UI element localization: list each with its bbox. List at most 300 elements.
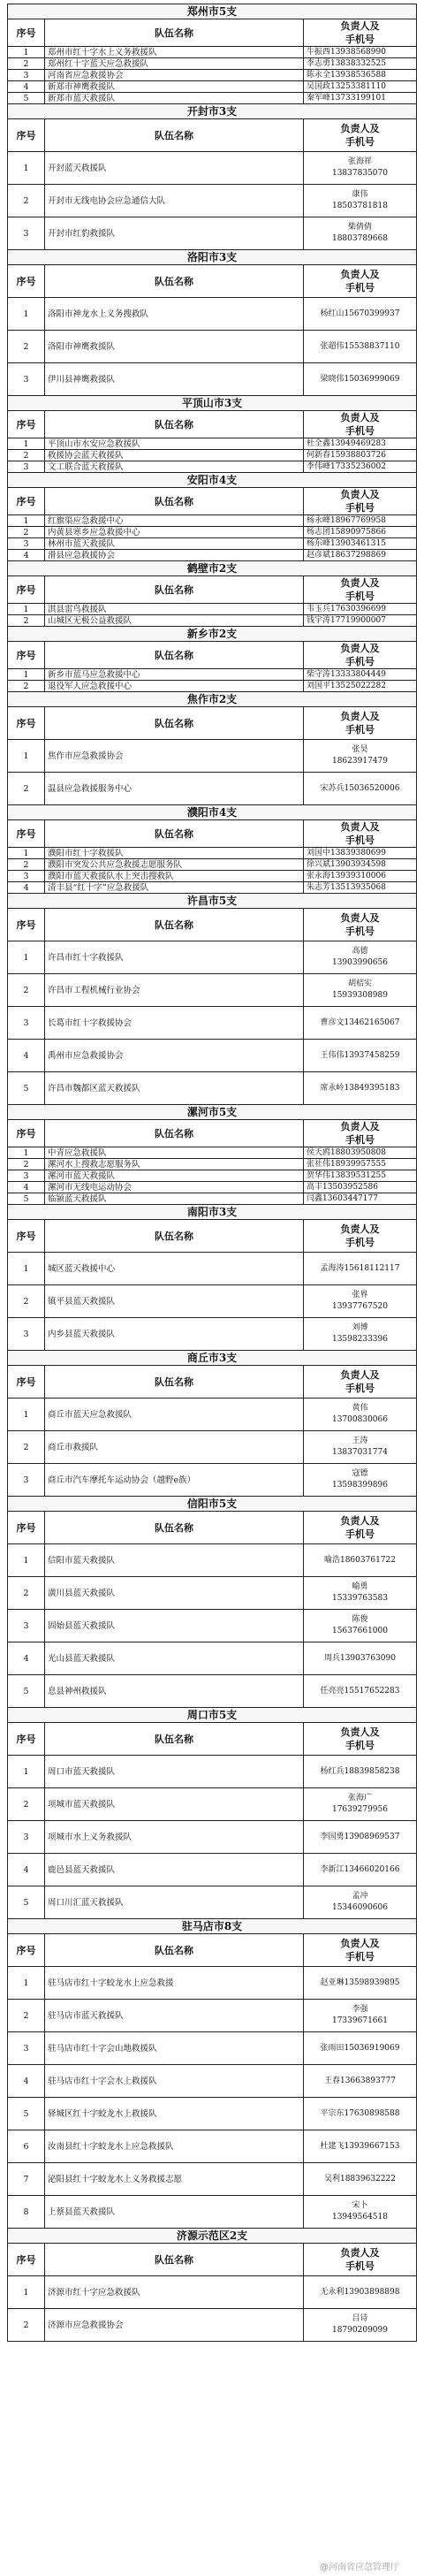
team-number: 2	[8, 773, 45, 805]
contact-inline: 李新江13466020166	[320, 1864, 400, 1874]
team-name: 周口市蓝天救援队	[45, 1756, 304, 1788]
team-contact	[303, 47, 416, 58]
contact-header-line2: 手机号	[344, 835, 375, 846]
contact-inline: 刘国平13525022282	[306, 681, 386, 690]
contact-inline: 曹彦文13462165067	[320, 1017, 400, 1027]
contact-person: 张海广	[347, 1794, 372, 1802]
contact-inline: 高丰13503952586	[306, 1182, 378, 1192]
contact-person: 孟冲	[352, 1892, 368, 1901]
column-header-number: 序号	[8, 707, 45, 740]
column-header-row	[8, 119, 417, 152]
team-name: 潢川县蓝天救援队	[45, 1577, 304, 1610]
team-name: 开封市红豹救援队	[45, 217, 304, 250]
team-name: 内乡县蓝天救援队	[45, 1318, 304, 1351]
team-row	[8, 363, 417, 396]
team-name: 固始县蓝天救援队	[45, 1610, 304, 1642]
column-header-number: 序号	[8, 1934, 45, 1967]
contact-person: 高德	[352, 947, 368, 956]
team-row	[8, 604, 417, 615]
team-name: 滑县应急救援协会	[45, 550, 304, 561]
team-name: 新郑市神鹰救援队	[45, 81, 304, 93]
column-header-contact	[303, 642, 416, 669]
team-contact	[303, 871, 416, 882]
contact-inline: 吴国政13253381110	[306, 81, 386, 91]
column-header-number: 序号	[8, 265, 45, 298]
team-contact	[303, 1821, 416, 1854]
column-header-contact	[303, 707, 416, 740]
city-header-row	[8, 396, 417, 411]
team-name: 上蔡县蓝天救援队	[45, 2196, 304, 2229]
team-row	[8, 461, 417, 473]
team-number: 3	[8, 363, 45, 396]
team-contact	[303, 974, 416, 1007]
column-header-team: 队伍名称	[45, 265, 304, 298]
city-title: 安阳市4支	[8, 473, 417, 488]
team-number: 3	[8, 1821, 45, 1854]
city-title: 驻马店市8支	[8, 1919, 417, 1934]
column-header-contact	[303, 909, 416, 941]
team-name: 救援协会蓝天救援队	[45, 450, 304, 461]
team-row	[8, 1182, 417, 1193]
team-number: 1	[8, 47, 45, 58]
team-name: 项城市蓝天救援队	[45, 1788, 304, 1821]
team-row	[8, 1072, 417, 1105]
team-number: 1	[8, 152, 45, 185]
team-row	[8, 81, 417, 93]
team-number: 1	[8, 1756, 45, 1788]
team-contact	[303, 152, 416, 185]
team-contact	[303, 58, 416, 70]
team-row	[8, 331, 417, 363]
column-header-team: 队伍名称	[45, 576, 304, 604]
team-contact	[303, 438, 416, 450]
team-name: 漯河市无线电运动协会	[45, 1182, 304, 1193]
team-contact	[303, 363, 416, 396]
column-header-row	[8, 1934, 417, 1967]
team-name: 商丘市蓝天应急救援队	[45, 1399, 304, 1431]
city-title: 洛阳市3支	[8, 250, 417, 265]
contact-inline: 牛振西13938568990	[306, 47, 386, 57]
column-header-row	[8, 2244, 417, 2276]
column-header-contact	[303, 1934, 416, 1967]
team-row	[8, 2032, 417, 2065]
contact-phone: 13937767520	[331, 1302, 388, 1311]
contact-header-line1: 负责人及	[340, 269, 380, 280]
team-name: 漯河水上搜救志愿服务队	[45, 1159, 304, 1170]
team-row	[8, 740, 417, 773]
column-header-contact	[303, 1220, 416, 1253]
team-name: 洛阳市神龙水上义务搜救队	[45, 298, 304, 331]
team-name: 光山县蓝天救援队	[45, 1642, 304, 1675]
team-row	[8, 1170, 417, 1182]
column-header-contact	[303, 488, 416, 515]
team-name: 郑州市红十字水上义务救援队	[45, 47, 304, 58]
contact-header-line2: 手机号	[344, 724, 375, 735]
team-number: 1	[8, 1147, 45, 1159]
team-name: 息县神州救援队	[45, 1675, 304, 1708]
column-header-number: 序号	[8, 1723, 45, 1756]
contact-phone: 18790209099	[331, 2326, 388, 2335]
team-row	[8, 2098, 417, 2130]
contact-inline: 梁晓伟15036999069	[320, 374, 400, 384]
team-row	[8, 515, 417, 527]
team-name: 平顶山市水安应急救援队	[45, 438, 304, 450]
contact-inline: 周兵13903763090	[323, 1653, 396, 1663]
team-name: 濮阳市蓝天救援队水上突击搜救队	[45, 871, 304, 882]
team-row	[8, 871, 417, 882]
column-header-team: 队伍名称	[45, 1512, 304, 1544]
city-title: 信阳市5支	[8, 1497, 417, 1512]
team-row	[8, 438, 417, 450]
team-number: 3	[8, 871, 45, 882]
team-number: 3	[8, 1318, 45, 1351]
team-contact	[303, 2196, 416, 2229]
team-name: 镇平县蓝天救援队	[45, 1285, 304, 1318]
city-header-row	[8, 4, 417, 19]
team-contact	[303, 538, 416, 550]
city-header-row	[8, 561, 417, 576]
contact-header-line1: 负责人及	[340, 1938, 380, 1949]
team-number: 5	[8, 1072, 45, 1105]
column-header-team: 队伍名称	[45, 1934, 304, 1967]
team-contact	[303, 2130, 416, 2163]
team-name: 商丘市救援队	[45, 1431, 304, 1464]
team-name: 济源市红十字应急救援队	[45, 2276, 304, 2309]
team-contact	[303, 1399, 416, 1431]
team-number: 3	[8, 217, 45, 250]
team-contact	[303, 2000, 416, 2032]
contact-inline: 张社伟18939957555	[306, 1159, 386, 1169]
team-row	[8, 974, 417, 1007]
contact-inline: 陈永全13938536588	[306, 70, 386, 80]
team-name: 泌阳县红十字蛟龙水上义务救援志愿	[45, 2163, 304, 2196]
team-name: 驻马店市红十字蛟龙水上应急救援	[45, 1967, 304, 2000]
team-contact	[303, 450, 416, 461]
city-header-row	[8, 805, 417, 820]
column-header-team: 队伍名称	[45, 642, 304, 669]
team-roster-document	[7, 4, 417, 2342]
contact-inline: 李志勇13838332525	[306, 58, 386, 68]
team-name: 退役军人应急救援中心	[45, 681, 304, 692]
team-number: 1	[8, 2276, 45, 2309]
city-header-row	[8, 1919, 417, 1934]
team-row	[8, 941, 417, 974]
team-contact	[303, 1007, 416, 1040]
team-contact	[303, 2276, 416, 2309]
city-title: 周口市5支	[8, 1708, 417, 1723]
column-header-contact	[303, 1120, 416, 1147]
team-name: 城区蓝天救援中心	[45, 1253, 304, 1285]
contact-inline: 朱志芳13513935068	[306, 882, 386, 892]
team-row	[8, 1431, 417, 1464]
team-number: 3	[8, 2032, 45, 2065]
team-number: 2	[8, 1577, 45, 1610]
city-header-row	[8, 1205, 417, 1220]
column-header-number: 序号	[8, 19, 45, 47]
team-row	[8, 217, 417, 250]
contact-inline: 喻浩18603761722	[323, 1555, 396, 1565]
team-row	[8, 1464, 417, 1497]
contact-header-line1: 负责人及	[340, 2247, 380, 2259]
column-header-row	[8, 576, 417, 604]
contact-inline: 闫鑫13603447177	[306, 1193, 378, 1203]
column-header-team: 队伍名称	[45, 1366, 304, 1399]
contact-header-line2: 手机号	[344, 136, 375, 148]
contact-person: 刘博	[352, 1323, 368, 1332]
team-name: 许昌市工程机械行业协会	[45, 974, 304, 1007]
contact-phone: 17339671661	[331, 2016, 388, 2025]
contact-inline: 王伟伟13937458259	[320, 1050, 400, 1060]
contact-phone: 13598233396	[331, 1335, 388, 1344]
team-contact	[303, 773, 416, 805]
contact-phone: 15346090606	[331, 1903, 388, 1912]
team-row	[8, 882, 417, 894]
column-header-row	[8, 1723, 417, 1756]
contact-header-line1: 负责人及	[340, 412, 380, 423]
team-name: 洛阳市神鹰救援队	[45, 331, 304, 363]
contact-inline: 杨红兵18839858238	[320, 1766, 400, 1776]
team-number: 3	[8, 1610, 45, 1642]
city-header-row	[8, 1708, 417, 1723]
contact-inline: 吴利18839632222	[323, 2174, 396, 2184]
team-row	[8, 527, 417, 538]
column-header-number: 序号	[8, 411, 45, 438]
contact-header-line1: 负责人及	[340, 20, 380, 32]
city-header-row	[8, 1105, 417, 1120]
column-header-number: 序号	[8, 119, 45, 152]
team-number: 4	[8, 1642, 45, 1675]
team-row	[8, 2163, 417, 2196]
team-number: 2	[8, 1431, 45, 1464]
column-header-contact	[303, 820, 416, 848]
team-contact	[303, 1431, 416, 1464]
team-name: 濮阳市红十字救援队	[45, 848, 304, 859]
team-row	[8, 1040, 417, 1072]
contact-person: 胡桔实	[347, 979, 372, 988]
contact-header-line2: 手机号	[344, 1237, 375, 1248]
team-contact	[303, 882, 416, 894]
team-row	[8, 185, 417, 217]
contact-header-line2: 手机号	[344, 1383, 375, 1394]
team-contact	[303, 2098, 416, 2130]
team-number: 4	[8, 1854, 45, 1886]
column-header-team: 队伍名称	[45, 1120, 304, 1147]
team-row	[8, 1821, 417, 1854]
contact-inline: 韦玉兵17630396699	[306, 604, 386, 614]
contact-inline: 李国勇13908969537	[320, 1832, 400, 1841]
column-header-contact	[303, 265, 416, 298]
team-number: 3	[8, 70, 45, 81]
team-contact	[303, 1170, 416, 1182]
contact-inline: 张超伟15538837110	[320, 341, 400, 351]
column-header-row	[8, 1512, 417, 1544]
team-row	[8, 2309, 417, 2342]
contact-inline: 杨东峰13903461315	[306, 538, 386, 548]
city-header-row	[8, 2229, 417, 2244]
team-number: 2	[8, 331, 45, 363]
team-number: 2	[8, 2000, 45, 2032]
contact-phone: 18503781818	[331, 202, 388, 210]
contact-header-line2: 手机号	[344, 1951, 375, 1962]
contact-person: 李强	[352, 2005, 368, 2014]
team-contact	[303, 70, 416, 81]
team-contact	[303, 331, 416, 363]
team-contact	[303, 941, 416, 974]
team-roster-table	[7, 4, 417, 2342]
team-contact	[303, 1886, 416, 1919]
column-header-number: 序号	[8, 1120, 45, 1147]
column-header-number: 序号	[8, 488, 45, 515]
contact-header-line1: 负责人及	[340, 1121, 380, 1132]
team-number: 4	[8, 1182, 45, 1193]
contact-header-line2: 手机号	[344, 2260, 375, 2272]
team-number: 1	[8, 1253, 45, 1285]
team-number: 7	[8, 2163, 45, 2196]
team-number: 2	[8, 681, 45, 692]
contact-header-line2: 手机号	[344, 282, 375, 293]
team-number: 2	[8, 2309, 45, 2342]
contact-inline: 侯天鸥18803950808	[306, 1147, 386, 1157]
team-contact	[303, 681, 416, 692]
team-contact	[303, 1675, 416, 1708]
team-number: 8	[8, 2196, 45, 2229]
contact-header-line1: 负责人及	[340, 821, 380, 833]
column-header-team: 队伍名称	[45, 411, 304, 438]
team-name: 驻马店市蓝天救援队	[45, 2000, 304, 2032]
team-row	[8, 2000, 417, 2032]
city-title: 开封市3支	[8, 104, 417, 119]
team-number: 5	[8, 1886, 45, 1919]
team-name: 焦作市应急救援协会	[45, 740, 304, 773]
team-contact	[303, 1642, 416, 1675]
contact-inline: 杨红山15670399937	[320, 309, 400, 318]
team-contact	[303, 1285, 416, 1318]
city-header-row	[8, 692, 417, 707]
team-number: 1	[8, 298, 45, 331]
team-contact	[303, 527, 416, 538]
contact-header-line2: 手机号	[344, 425, 375, 437]
contact-inline: 贺华伟13839531255	[306, 1170, 386, 1180]
team-contact	[303, 1854, 416, 1886]
team-number: 2	[8, 1285, 45, 1318]
team-contact	[303, 1788, 416, 1821]
contact-header-line2: 手机号	[344, 656, 375, 667]
city-title: 商丘市3支	[8, 1351, 417, 1366]
contact-inline: 张永海13939310006	[306, 871, 386, 880]
city-title: 济源示范区2支	[8, 2229, 417, 2244]
column-header-row	[8, 1366, 417, 1399]
team-contact	[303, 1318, 416, 1351]
column-header-row	[8, 642, 417, 669]
team-name: 济源市应急救援协会	[45, 2309, 304, 2342]
column-header-team: 队伍名称	[45, 2244, 304, 2276]
contact-header-line2: 手机号	[344, 1740, 375, 1751]
team-row	[8, 1788, 417, 1821]
column-header-team: 队伍名称	[45, 119, 304, 152]
team-contact	[303, 1193, 416, 1205]
team-name: 郑州红十字蓝天应急救援队	[45, 58, 304, 70]
contact-phone: 18803789668	[331, 234, 388, 243]
team-row	[8, 1577, 417, 1610]
contact-inline: 秦军峰13733199101	[306, 93, 386, 103]
team-contact	[303, 2309, 416, 2342]
team-number: 1	[8, 438, 45, 450]
contact-inline: 宋苏兵15036520006	[320, 783, 400, 793]
contact-header-line2: 手机号	[344, 1134, 375, 1146]
team-name: 文工联合蓝天救援队	[45, 461, 304, 473]
column-header-row	[8, 19, 417, 47]
contact-person: 陈俊	[352, 1615, 368, 1624]
column-header-row	[8, 909, 417, 941]
contact-header-line1: 负责人及	[340, 643, 380, 654]
team-row	[8, 550, 417, 561]
team-name: 山城区无极公益救援队	[45, 615, 304, 627]
team-number: 2	[8, 615, 45, 627]
contact-phone: 18623917479	[331, 757, 388, 766]
column-header-team: 队伍名称	[45, 909, 304, 941]
contact-phone: 13700830066	[331, 1415, 388, 1424]
column-header-number: 序号	[8, 2244, 45, 2276]
team-number: 2	[8, 58, 45, 70]
contact-phone: 13949564518	[331, 2213, 388, 2222]
team-number: 1	[8, 848, 45, 859]
contact-header-line2: 手机号	[344, 1528, 375, 1540]
team-name: 红旗渠应急救援中心	[45, 515, 304, 527]
team-number: 2	[8, 450, 45, 461]
team-row	[8, 93, 417, 104]
team-number: 1	[8, 1544, 45, 1577]
city-title: 濮阳市4支	[8, 805, 417, 820]
team-name: 伊川县神鹰救援队	[45, 363, 304, 396]
team-row	[8, 450, 417, 461]
team-contact	[303, 461, 416, 473]
contact-inline: 刘国中13839380699	[306, 848, 386, 857]
contact-person: 张昊	[352, 745, 368, 754]
team-contact	[303, 740, 416, 773]
contact-inline: 平宗东17630898588	[320, 2108, 400, 2118]
column-header-contact	[303, 19, 416, 47]
column-header-row	[8, 707, 417, 740]
city-header-row	[8, 894, 417, 909]
team-number: 1	[8, 941, 45, 974]
contact-inline: 赵彦斌18637298869	[306, 550, 386, 560]
column-header-contact	[303, 2244, 416, 2276]
team-contact	[303, 185, 416, 217]
team-number: 2	[8, 859, 45, 871]
column-header-row	[8, 488, 417, 515]
contact-inline: 张雨田15036919069	[320, 2043, 400, 2053]
team-contact	[303, 1147, 416, 1159]
contact-phone: 13837835070	[331, 169, 388, 178]
contact-inline: 杜全鑫13949469283	[306, 438, 386, 448]
city-title: 许昌市5支	[8, 894, 417, 909]
team-number: 2	[8, 974, 45, 1007]
team-name: 漯河市蓝天救援队	[45, 1170, 304, 1182]
team-row	[8, 1854, 417, 1886]
column-header-number: 序号	[8, 1220, 45, 1253]
team-name: 项城市水上义务救援队	[45, 1821, 304, 1854]
contact-person: 宋卜	[352, 2201, 368, 2210]
team-number: 5	[8, 1193, 45, 1205]
team-number: 1	[8, 740, 45, 773]
team-name: 禹州市应急救援协会	[45, 1040, 304, 1072]
city-title: 鹤壁市2支	[8, 561, 417, 576]
team-name: 开封蓝天救援队	[45, 152, 304, 185]
team-row	[8, 1159, 417, 1170]
contact-header-line1: 负责人及	[340, 123, 380, 134]
column-header-row	[8, 820, 417, 848]
team-row	[8, 669, 417, 681]
